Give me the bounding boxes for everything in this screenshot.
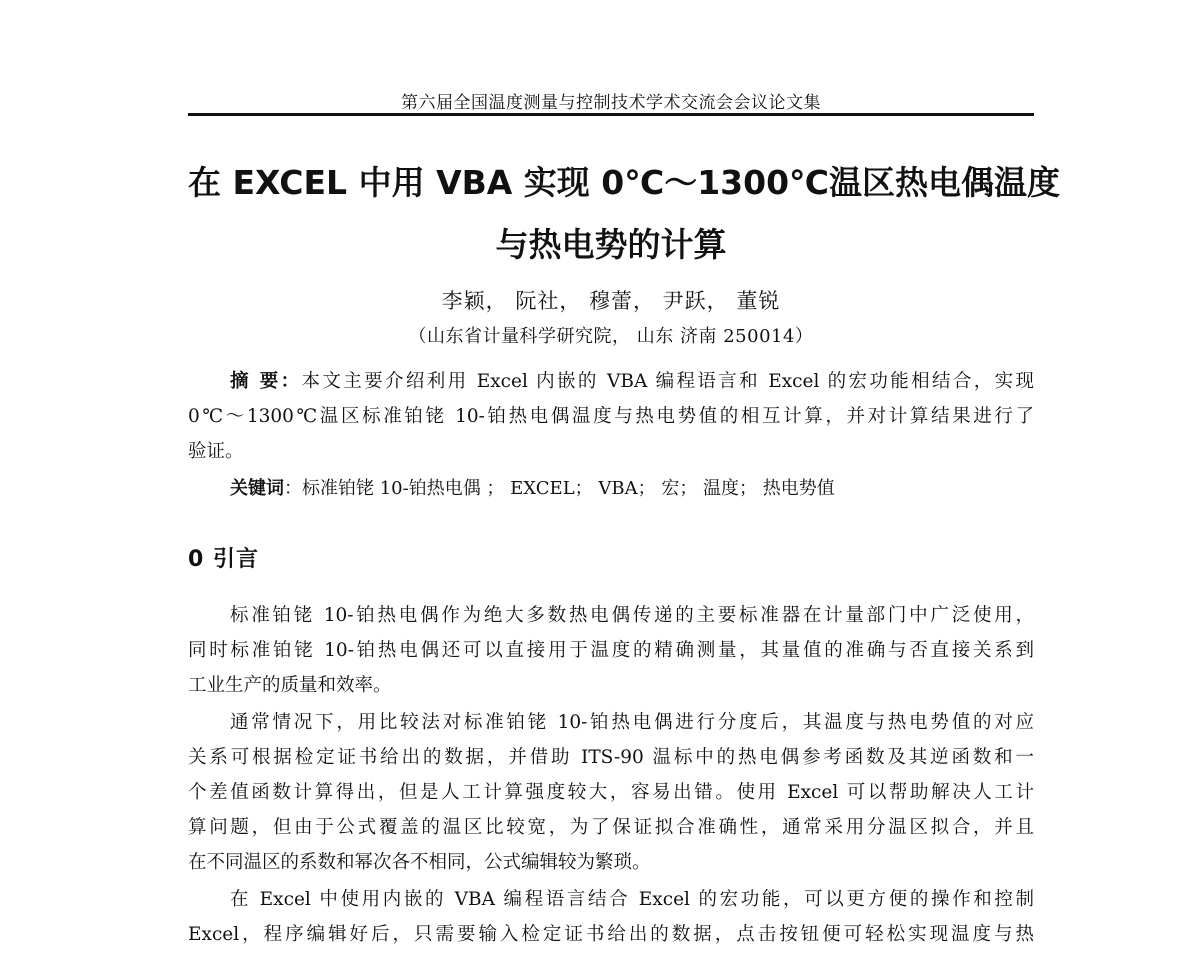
abstract-line-1	[188, 364, 1034, 399]
abstract-label: 摘 要：	[230, 371, 302, 392]
header-rule	[188, 113, 1034, 116]
intro-paragraph-2	[188, 705, 1034, 880]
abstract-line-2: 0℃～1300℃温区标准铂铑 10-铂热电偶温度与热电势值的相互计算，并对计算结果进行了	[188, 406, 1034, 427]
keywords-text: ：标准铂铑 10-铂热电偶 ； EXCEL； VBA； 宏； 温度； 热电势值	[284, 478, 835, 499]
keywords	[230, 474, 835, 504]
paragraph-line: 算问题，但由于公式覆盖的温区比较宽，为了保证拟合准确性，通常采用分温区拟合，并且	[188, 817, 1034, 838]
author-list: 李颖， 阮社， 穆蕾， 尹跃， 董锐	[441, 289, 781, 313]
abstract-text: 本文主要介绍利用 Excel 内嵌的 VBA 编程语言和 Excel 的宏功能相结合，实现	[301, 371, 1034, 392]
paper-page	[188, 0, 1061, 961]
paragraph-line: 标准铂铑 10-铂热电偶作为绝大多数热电偶传递的主要标准器在计量部门中广泛使用，	[230, 605, 1034, 626]
paragraph-line: 在不同温区的系数和幂次各不相同，公式编辑较为繁琐。	[188, 852, 651, 873]
paper-title-line-1: 在 EXCEL 中用 VBA 实现 0℃～1300℃温区热电偶温度	[188, 163, 1061, 202]
intro-paragraph-3	[188, 882, 1034, 952]
paragraph-line: 通常情况下，用比较法对标准铂铑 10-铂热电偶进行分度后，其温度与热电势值的对应	[230, 712, 1034, 733]
abstract-line-3: 验证。	[188, 441, 244, 462]
paragraph-line: 个差值函数计算得出，但是人工计算强度较大，容易出错。使用 Excel 可以帮助解决人工计	[188, 782, 1034, 803]
affiliation: （山东省计量科学研究院， 山东 济南 250014）	[408, 326, 814, 347]
section-heading: 0 引言	[188, 547, 259, 572]
paragraph-line: 在 Excel 中使用内嵌的 VBA 编程语言结合 Excel 的宏功能，可以更方便的操作和控制	[230, 889, 1034, 910]
intro-paragraph-1	[188, 598, 1034, 703]
paragraph-line: 工业生产的质量和效率。	[188, 675, 392, 696]
paragraph-line: 同时标准铂铑 10-铂热电偶还可以直接用于温度的精确测量，其量值的准确与否直接关系到	[188, 640, 1034, 661]
keywords-label: 关键词	[230, 478, 284, 499]
abstract	[188, 364, 1034, 469]
running-header: 第六届全国温度测量与控制技术学术交流会会议论文集	[401, 93, 821, 113]
paragraph-line: Excel，程序编辑好后，只需要输入检定证书给出的数据，点击按钮便可轻松实现温度与热	[188, 924, 1034, 945]
paper-title-line-2: 与热电势的计算	[495, 225, 727, 264]
paragraph-line: 关系可根据检定证书给出的数据，并借助 ITS-90 温标中的热电偶参考函数及其逆函数和一	[188, 747, 1034, 768]
